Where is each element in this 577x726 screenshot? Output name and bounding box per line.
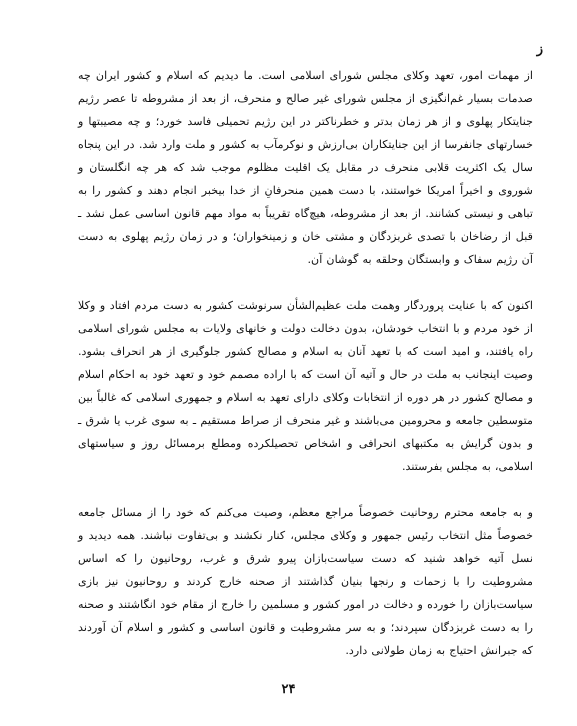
paragraph-3: و به جامعه محترم روحانیت خصوصاً مراجع معظم، وصیت می‌کنم که خود را از مسائل جامعه خصوصاً مثل انتخاب رئیس جمهور و وکلای مجلس، کنار نکشند و بی‌تفاوت نباشند. همه دیدید و نسل آتیه خواهد شنید که دست سیاست‌بازان پیرو شرق و غرب، روحانیون را که اساس مشروطیت را با زحمات و رنجها بنیان گذاشتند از صحنه خارج کردند و روحانیون نیز بازی سیاست‌بازان را خورده و دخالت در امور کشور و مسلمین را خارج از مقام خود انگاشتند و صحنه را به دست غربزدگان سپردند؛ و به سر مشروطیت و قانون اساسی و کشور و اسلام آن آوردند که جبرانش احتیاج به زمان طولانی دارد. [78,506,533,657]
paragraph-2: اکنون که با عنایت پروردگار وهمت ملت عظیم‌الشأن سرنوشت کشور به دست مردم افتاد و وکلا از خود مردم و با انتخاب خودشان، بدون دخالت دولت و خانهای ولایات به مجلس شورای اسلامی راه یافتند، و امید است که با تعهد آنان به اسلام و مصالح کشور جلوگیری از هر انحراف بشود. وصیت اینجانب به ملت در حال و آتیه آن است که با اراده مصمم خود و تعهد خود به احکام اسلام و مصالح کشور در هر دوره از انتخابات وکلای دارای تعهد به اسلام و جمهوری اسلامی که غالباً بین متوسطین جامعه و محرومین می‌باشند و غیر منحرف از صراط مستقیم ـ به سوی غرب یا شرق ـ و بدون گرایش به مکتبهای انحرافی و اشخاص تحصیلکرده ومطلع برمسائل روز و سیاستهای اسلامی، به مجلس بفرستند. [78,299,533,473]
section-letter: ز [536,42,543,57]
page-body [78,64,533,685]
page-number: ۲۴ [281,682,296,697]
paragraph-1: از مهمات امور، تعهد وکلای مجلس شورای اسلامی است. ما دیدیم که اسلام و کشور ایران چه صدمات بسیار غم‌انگیزی از مجلس شورای غیر صالح و منحرف، از بعد از مشروطه تا عصر رژیم جنایتکار پهلوی و از هر زمان بدتر و خطرناکتر در این رژیم تحمیلی فاسد خورد؛ و چه مصیبتها و خسارتهای جانفرسا از این جنایتکاران بی‌ارزش و نوکرمآب به کشور و ملت وارد شد. در این پنجاه سال یک اکثریت قلابی منحرف در مقابل یک اقلیت مظلوم موجب شد که هر چه انگلستان و شوروی و اخیراً امریکا خواستند، با دست همین منحرفانِ از خدا بیخبر انجام دهند و کشور را به تباهی و نیستی کشانند. از بعد از مشروطه، هیچ‌گاه تقریباً به مواد مهم قانون اساسی عمل نشد ـ قبل از رضاخان با تصدی غربزدگان و مشتی خان و زمینخواران؛ و در زمان رژیم پهلوی به دست آن رژیم سفاک و وابستگان وحلقه به گوشان آن. [78,69,533,266]
